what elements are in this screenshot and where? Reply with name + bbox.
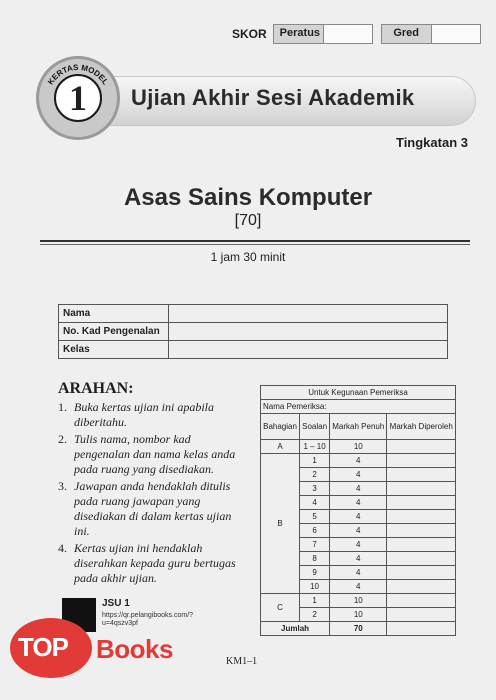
examiner-row [261,594,456,608]
model-number: 1 [54,74,102,122]
obtained-mark-field[interactable] [387,608,456,622]
section-cell: B [261,454,300,594]
full-mark-cell: 4 [330,538,387,552]
total-label: Jumlah [261,622,330,636]
full-mark-cell: 10 [330,608,387,622]
full-mark-cell: 4 [330,454,387,468]
full-mark-cell: 4 [330,524,387,538]
header-soalan: Soalan [300,414,330,440]
examiner-table [260,385,456,636]
instruction-item: 2. Tulis nama, nombor kad pengenalan dan nama kelas anda pada ruang yang disediakan. [58,432,236,476]
class-field[interactable] [169,341,448,359]
obtained-mark-field[interactable] [387,566,456,580]
obtained-mark-field[interactable] [387,594,456,608]
gred-label: Gred [382,25,432,43]
question-cell: 2 [300,608,330,622]
obtained-mark-field[interactable] [387,580,456,594]
full-mark-cell: 4 [330,468,387,482]
total-obtained-field[interactable] [387,622,456,636]
divider-thick [40,240,470,242]
obtained-mark-field[interactable] [387,482,456,496]
topbooks-logo-books: Books [96,634,173,664]
header-markah-penuh: Markah Penuh [330,414,387,440]
obtained-mark-field[interactable] [387,454,456,468]
form-level: Tingkatan 3 [395,135,468,150]
question-cell: 8 [300,552,330,566]
total-marks: [70] [234,212,262,229]
identity-row [59,341,448,359]
score-box-cells [273,24,373,44]
examiner-name-label: Nama Pemeriksa: [261,400,456,414]
exam-duration: 1 jam 30 minit [210,250,286,264]
instructions-list [58,400,248,586]
full-mark-cell: 10 [330,594,387,608]
skor-label: SKOR [232,27,267,41]
full-mark-cell: 10 [330,440,387,454]
total-value: 70 [330,622,387,636]
exam-title: Ujian Akhir Sesi Akademik [131,85,415,110]
instructions-title: ARAHAN: [58,380,134,397]
ic-field[interactable] [169,323,448,341]
full-mark-cell: 4 [330,580,387,594]
identity-row [59,323,448,341]
peratus-label: Peratus [274,25,324,43]
instruction-item: 1. Buka kertas ujian ini apabila diberitahu. [58,400,214,429]
model-paper-badge [36,56,476,146]
section-cell: C [261,594,300,622]
name-label: Nama [59,305,169,323]
obtained-mark-field[interactable] [387,440,456,454]
question-cell: 10 [300,580,330,594]
instruction-item: 3. Jawapan anda hendaklah ditulis pada ruang jawapan yang disediakan di dalam kertas ujian ini. [58,479,232,538]
full-mark-cell: 4 [330,496,387,510]
jsu-link[interactable]: https://qr.pelangibooks.com/?u=4qszv3pf [102,612,194,627]
svg-text:KERTAS MODEL: KERTAS MODEL [45,62,111,87]
obtained-mark-field[interactable] [387,538,456,552]
header-bahagian: Bahagian [261,414,300,440]
identity-row [59,305,448,323]
question-cell: 7 [300,538,330,552]
page-code: KM1–1 [226,656,258,667]
full-mark-cell: 4 [330,566,387,580]
subject-title: Asas Sains Komputer [123,184,373,211]
obtained-mark-field[interactable] [387,496,456,510]
question-cell: 3 [300,482,330,496]
topbooks-logo-top: TOP [18,632,68,662]
question-cell: 2 [300,468,330,482]
question-cell: 4 [300,496,330,510]
question-cell: 1 – 10 [300,440,330,454]
section-cell: A [261,440,300,454]
name-field[interactable] [169,305,448,323]
jsu-label: JSU 1 [102,598,130,609]
instructions [58,380,248,588]
question-cell: 9 [300,566,330,580]
obtained-mark-field[interactable] [387,468,456,482]
class-label: Kelas [59,341,169,359]
full-mark-cell: 4 [330,482,387,496]
obtained-mark-field[interactable] [387,552,456,566]
question-cell: 1 [300,454,330,468]
grade-box-cells [381,24,481,44]
question-cell: 5 [300,510,330,524]
instruction-item: 4. Kertas ujian ini hendaklah diserahkan kepada guru bertugas pada akhir ujian. [58,541,236,585]
examiner-row [261,440,456,454]
ic-label: No. Kad Pengenalan [59,323,169,341]
question-cell: 1 [300,594,330,608]
obtained-mark-field[interactable] [387,510,456,524]
peratus-value-field [324,25,372,43]
header-markah-diperoleh: Markah Diperoleh [387,414,456,440]
divider-thin [40,244,470,245]
obtained-mark-field[interactable] [387,524,456,538]
full-mark-cell: 4 [330,510,387,524]
gred-value-field [432,25,480,43]
examiner-row [261,454,456,468]
full-mark-cell: 4 [330,552,387,566]
question-cell: 6 [300,524,330,538]
examiner-table-title: Untuk Kegunaan Pemeriksa [261,386,456,400]
score-box [232,24,481,44]
identity-form [58,304,448,359]
